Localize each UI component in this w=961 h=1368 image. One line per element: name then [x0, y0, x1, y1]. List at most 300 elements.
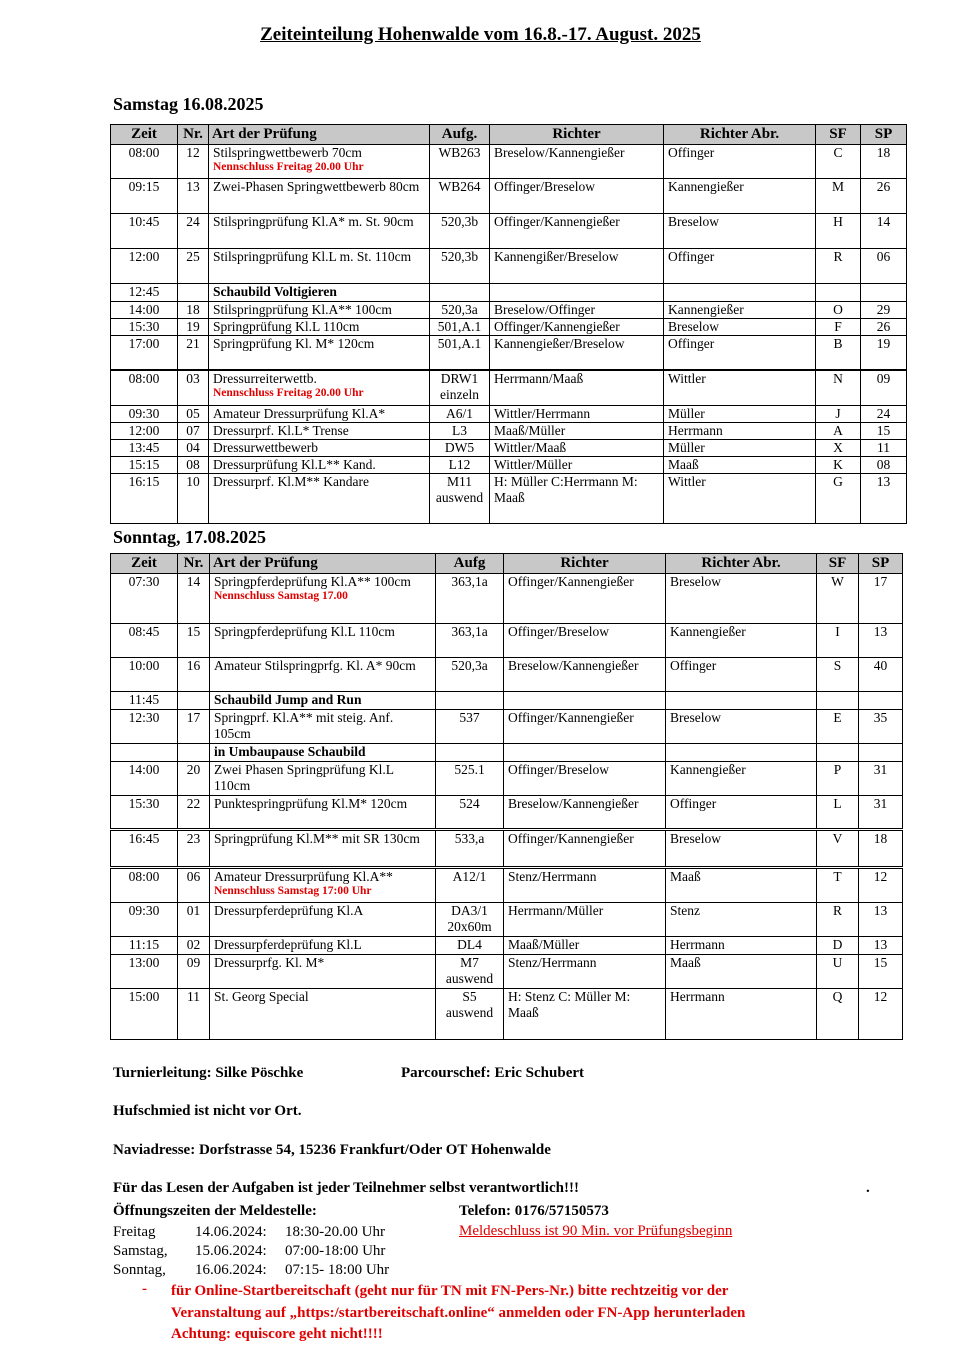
pruefung-name: Dressurprf. Kl.L* Trense: [213, 423, 349, 438]
cell-nr: 12: [178, 145, 209, 179]
table-row: [111, 692, 903, 710]
cell-abr: Kannengießer: [666, 624, 817, 658]
cell-zeit: 07:30: [111, 574, 178, 624]
table-row: [111, 624, 903, 658]
cell-aufg: 537: [436, 710, 504, 744]
cell-art: [210, 624, 436, 658]
cell-art: [210, 658, 436, 692]
cell-aufg: DL4: [436, 937, 504, 955]
cell-sf: R: [816, 249, 861, 284]
cell-nr: 11: [178, 989, 210, 1040]
cell-zeit: 15:00: [111, 989, 178, 1040]
cell-richter: Wittler/Müller: [490, 457, 664, 474]
cell-zeit: 08:00: [111, 868, 178, 903]
cell-sf: W: [817, 574, 859, 624]
cell-art: [210, 830, 436, 868]
column-header: Art der Prüfung: [210, 554, 436, 574]
cell-sp: 15: [859, 955, 903, 989]
cell-richter: Herrmann/Maaß: [490, 370, 664, 406]
cell-sf: V: [817, 830, 859, 868]
cell-abr: Offinger: [666, 796, 817, 830]
cell-art: [209, 179, 430, 214]
cell-nr: 02: [178, 937, 210, 955]
table-row: [111, 423, 907, 440]
sunday-heading: Sonntag, 17.08.2025: [113, 527, 267, 547]
cell-nr: 17: [178, 710, 210, 744]
cell-abr: Herrmann: [666, 937, 817, 955]
hufschmied-note: Hufschmied ist nicht vor Ort.: [113, 1103, 302, 1119]
cell-richter: Offinger/Breselow: [504, 762, 666, 796]
cell-sp: 13: [859, 937, 903, 955]
cell-sf: O: [816, 302, 861, 319]
pruefung-name: Punktespringprüfung Kl.M* 120cm: [214, 796, 408, 811]
cell-aufg: [436, 744, 504, 762]
cell-abr: Kannengießer: [666, 762, 817, 796]
cell-art: [210, 903, 436, 937]
cell-sp: 12: [859, 868, 903, 903]
cell-richter: Offinger/Breselow: [490, 179, 664, 214]
cell-aufg: DA3/1 20x60m: [436, 903, 504, 937]
cell-sf: L: [817, 796, 859, 830]
cell-nr: 20: [178, 762, 210, 796]
opening-hours-row: [113, 1224, 425, 1241]
table-row: [111, 440, 907, 457]
cell-zeit: 12:45: [111, 284, 178, 302]
cell-sf: T: [817, 868, 859, 903]
opening-date: 15.06.2024:: [195, 1243, 267, 1259]
opening-date: 16.06.2024:: [195, 1262, 267, 1278]
cell-sf: F: [816, 319, 861, 336]
cell-art: [209, 284, 430, 302]
cell-richter: Maaß/Müller: [504, 937, 666, 955]
cell-sf: G: [816, 474, 861, 524]
cell-abr: Herrmann: [666, 989, 817, 1040]
cell-aufg: 520,3a: [430, 302, 490, 319]
cell-richter: Herrmann/Müller: [504, 903, 666, 937]
cell-aufg: 363,1a: [436, 624, 504, 658]
parcourschef: Parcourschef: Eric Schubert: [401, 1065, 585, 1081]
column-header: Richter Abr.: [664, 125, 816, 145]
cell-nr: 16: [178, 658, 210, 692]
cell-aufg: 533,a: [436, 830, 504, 868]
cell-sp: 26: [861, 179, 907, 214]
cell-sf: S: [817, 658, 859, 692]
cell-sp: 24: [861, 406, 907, 423]
table-row: [111, 868, 903, 903]
table-row: [111, 370, 907, 406]
cell-richter: Stenz/Herrmann: [504, 868, 666, 903]
column-header: SP: [859, 554, 903, 574]
column-header: Nr.: [178, 554, 210, 574]
cell-aufg: 501,A.1: [430, 336, 490, 370]
cell-richter: Offinger/Kannengießer: [490, 214, 664, 249]
table-row: [111, 937, 903, 955]
pruefung-name: Amateur Dressurprüfung Kl.A**: [214, 869, 393, 884]
cell-sf: H: [816, 214, 861, 249]
cell-abr: Breselow: [664, 319, 816, 336]
table-row: [111, 762, 903, 796]
table-row: [111, 319, 907, 336]
cell-abr: Wittler: [664, 370, 816, 406]
cell-sp: 29: [861, 302, 907, 319]
page-title: Zeiteinteilung Hohenwalde vom 16.8.-17. August. 2025: [260, 24, 701, 45]
pruefung-name: Springpferdeprüfung Kl.A** 100cm: [214, 574, 411, 589]
cell-abr: [664, 284, 816, 302]
nennschluss-note: Nennschluss Freitag 20.00 Uhr: [213, 161, 364, 173]
opening-day: Samstag,: [113, 1243, 168, 1259]
cell-abr: Offinger: [666, 658, 817, 692]
cell-art: [209, 336, 430, 370]
cell-art: [210, 937, 436, 955]
cell-richter: Breselow/Kannengießer: [490, 145, 664, 179]
cell-art: [209, 249, 430, 284]
pruefung-name: Dressurwettbewerb: [213, 440, 318, 455]
cell-art: [210, 744, 436, 762]
turnierleitung: Turnierleitung: Silke Pöschke: [113, 1065, 304, 1081]
cell-abr: Maaß: [666, 955, 817, 989]
cell-zeit: 11:45: [111, 692, 178, 710]
cell-nr: 04: [178, 440, 209, 457]
cell-abr: Herrmann: [664, 423, 816, 440]
cell-richter: [504, 692, 666, 710]
pruefung-name: Zwei Phasen Springprüfung Kl.L 110cm: [214, 762, 394, 793]
nennschluss-note: Nennschluss Samstag 17:00 Uhr: [214, 885, 372, 897]
cell-zeit: 13:00: [111, 955, 178, 989]
cell-abr: Stenz: [666, 903, 817, 937]
cell-art: [209, 370, 430, 406]
opening-date: 14.06.2024:: [195, 1224, 267, 1240]
cell-sp: 18: [859, 830, 903, 868]
cell-zeit: 10:45: [111, 214, 178, 249]
table-row: [111, 796, 903, 830]
cell-richter: Offinger/Kannengießer: [490, 319, 664, 336]
navi-address: Naviadresse: Dorfstrasse 54, 15236 Frankfurt/Oder OT Hohenwalde: [113, 1142, 551, 1158]
cell-art: [210, 989, 436, 1040]
cell-abr: Breselow: [666, 710, 817, 744]
table-row: [111, 830, 903, 868]
cell-zeit: 09:30: [111, 903, 178, 937]
cell-sf: D: [817, 937, 859, 955]
cell-art: [210, 574, 436, 624]
cell-sp: 13: [859, 903, 903, 937]
cell-nr: 10: [178, 474, 209, 524]
cell-sf: R: [817, 903, 859, 937]
cell-abr: Müller: [664, 406, 816, 423]
cell-nr: 01: [178, 903, 210, 937]
cell-richter: Breselow/Offinger: [490, 302, 664, 319]
cell-abr: Wittler: [664, 474, 816, 524]
cell-art: [210, 710, 436, 744]
cell-sf: [817, 744, 859, 762]
cell-nr: 09: [178, 955, 210, 989]
table-row: [111, 903, 903, 937]
cell-sp: 18: [861, 145, 907, 179]
column-header: Richter: [504, 554, 666, 574]
pruefung-name: Springprüfung Kl. M* 120cm: [213, 336, 375, 351]
cell-sf: E: [817, 710, 859, 744]
table-row: [111, 179, 907, 214]
cell-sf: U: [817, 955, 859, 989]
cell-richter: Wittler/Herrmann: [490, 406, 664, 423]
cell-zeit: 12:00: [111, 423, 178, 440]
cell-sp: 08: [861, 457, 907, 474]
cell-sf: [817, 692, 859, 710]
cell-zeit: 16:15: [111, 474, 178, 524]
cell-nr: 24: [178, 214, 209, 249]
cell-nr: 18: [178, 302, 209, 319]
cell-zeit: [111, 744, 178, 762]
table-row: [111, 214, 907, 249]
cell-zeit: 11:15: [111, 937, 178, 955]
cell-sf: C: [816, 145, 861, 179]
cell-richter: H: Müller C:Herrmann M: Maaß: [490, 474, 664, 524]
cell-sp: 17: [859, 574, 903, 624]
cell-nr: 21: [178, 336, 209, 370]
pruefung-name: Stilspringprüfung Kl.A* m. St. 90cm: [213, 214, 414, 229]
cell-aufg: L3: [430, 423, 490, 440]
cell-zeit: 08:00: [111, 145, 178, 179]
column-header: Art der Prüfung: [209, 125, 430, 145]
cell-zeit: 14:00: [111, 302, 178, 319]
cell-abr: Breselow: [666, 830, 817, 868]
cell-aufg: 524: [436, 796, 504, 830]
cell-zeit: 16:45: [111, 830, 178, 868]
cell-abr: Kannengießer: [664, 179, 816, 214]
aufgaben-note: Für das Lesen der Aufgaben ist jeder Teilnehmer selbst verantwortlich!!!: [113, 1180, 579, 1196]
cell-richter: Offinger/Kannengießer: [504, 710, 666, 744]
table-row: [111, 457, 907, 474]
cell-zeit: 10:00: [111, 658, 178, 692]
cell-aufg: DRW1 einzeln: [430, 370, 490, 406]
table-header-row: [111, 125, 907, 145]
opening-hours-title: Öffnungszeiten der Meldestelle:: [113, 1203, 317, 1219]
cell-richter: [490, 284, 664, 302]
pruefung-name: Dressurreiterwettb.: [213, 370, 317, 386]
column-header: Nr.: [178, 125, 209, 145]
pruefung-name: Springprüfung Kl.M** mit SR 130cm: [214, 831, 420, 846]
bullet-line: Achtung: equiscore geht nicht!!!!: [171, 1326, 383, 1342]
pruefung-name: Schaubild Voltigieren: [213, 284, 337, 299]
cell-sp: 35: [859, 710, 903, 744]
opening-time: 07:00-18:00 Uhr: [285, 1243, 386, 1259]
cell-art: [209, 319, 430, 336]
pruefung-name: Amateur Stilspringprfg. Kl. A* 90cm: [214, 658, 416, 673]
cell-sf: Q: [817, 989, 859, 1040]
cell-sf: I: [817, 624, 859, 658]
cell-nr: 15: [178, 624, 210, 658]
cell-aufg: A12/1: [436, 868, 504, 903]
cell-richter: Maaß/Müller: [490, 423, 664, 440]
table-row: [111, 744, 903, 762]
cell-nr: 25: [178, 249, 209, 284]
column-header: Aufg: [436, 554, 504, 574]
cell-nr: 07: [178, 423, 209, 440]
cell-richter: H: Stenz C: Müller M: Maaß: [504, 989, 666, 1040]
cell-aufg: WB263: [430, 145, 490, 179]
cell-richter: Offinger/Kannengießer: [504, 830, 666, 868]
cell-sf: A: [816, 423, 861, 440]
cell-nr: 14: [178, 574, 210, 624]
cell-abr: Breselow: [666, 574, 817, 624]
table-row: [111, 336, 907, 370]
column-header: Richter Abr.: [666, 554, 817, 574]
cell-sp: 14: [861, 214, 907, 249]
cell-abr: Müller: [664, 440, 816, 457]
column-header: Richter: [490, 125, 664, 145]
saturday-heading: Samstag 16.08.2025: [113, 94, 264, 114]
cell-zeit: 17:00: [111, 336, 178, 370]
cell-zeit: 09:30: [111, 406, 178, 423]
pruefung-name: Zwei-Phasen Springwettbewerb 80cm: [213, 179, 420, 194]
table-row: [111, 658, 903, 692]
cell-art: [209, 423, 430, 440]
cell-sp: [861, 284, 907, 302]
cell-aufg: [430, 284, 490, 302]
cell-sf: J: [816, 406, 861, 423]
cell-aufg: [436, 692, 504, 710]
pruefung-name: Dressurprüfung Kl.L** Kand.: [213, 457, 376, 472]
meldeschluss-link[interactable]: Meldeschluss ist 90 Min. vor Prüfungsbeginn: [459, 1223, 733, 1239]
table-row: [111, 955, 903, 989]
cell-richter: Wittler/Maaß: [490, 440, 664, 457]
cell-sp: 26: [861, 319, 907, 336]
cell-nr: 03: [178, 370, 209, 406]
cell-art: [209, 406, 430, 423]
cell-sp: 12: [859, 989, 903, 1040]
column-header: Aufg.: [430, 125, 490, 145]
cell-nr: [178, 744, 210, 762]
opening-day: Sonntag,: [113, 1262, 166, 1278]
cell-zeit: 15:30: [111, 796, 178, 830]
cell-nr: 08: [178, 457, 209, 474]
cell-richter: Stenz/Herrmann: [504, 955, 666, 989]
table-header-row: [111, 554, 903, 574]
cell-sp: 31: [859, 796, 903, 830]
table-row: [111, 249, 907, 284]
cell-art: [209, 457, 430, 474]
cell-art: [210, 692, 436, 710]
opening-hours-row: [113, 1243, 425, 1260]
table-row: [111, 710, 903, 744]
cell-sp: 19: [861, 336, 907, 370]
cell-richter: Kannengißer/Breselow: [490, 249, 664, 284]
cell-nr: [178, 692, 210, 710]
cell-nr: 05: [178, 406, 209, 423]
cell-sp: 13: [859, 624, 903, 658]
opening-time: 18:30-20.00 Uhr: [285, 1224, 385, 1240]
cell-art: [210, 955, 436, 989]
opening-day: Freitag: [113, 1224, 156, 1240]
cell-zeit: 13:45: [111, 440, 178, 457]
cell-abr: Offinger: [664, 336, 816, 370]
table-row: [111, 474, 907, 524]
cell-nr: 19: [178, 319, 209, 336]
cell-aufg: 525.1: [436, 762, 504, 796]
column-header: Zeit: [111, 125, 178, 145]
cell-nr: 22: [178, 796, 210, 830]
cell-sf: [816, 284, 861, 302]
cell-aufg: 520,3a: [436, 658, 504, 692]
table-row: [111, 302, 907, 319]
cell-abr: [666, 692, 817, 710]
cell-zeit: 12:30: [111, 710, 178, 744]
telefon: Telefon: 0176/57150573: [459, 1203, 609, 1219]
cell-aufg: 520,3b: [430, 249, 490, 284]
pruefung-name: Dressurpferdeprüfung Kl.A: [214, 903, 364, 918]
cell-zeit: 09:15: [111, 179, 178, 214]
cell-nr: 23: [178, 830, 210, 868]
cell-abr: Breselow: [664, 214, 816, 249]
saturday-schedule-table: [110, 124, 907, 524]
cell-abr: Maaß: [664, 457, 816, 474]
cell-sf: X: [816, 440, 861, 457]
cell-richter: Breselow/Kannengießer: [504, 796, 666, 830]
pruefung-name: Springprf. Kl.A** mit steig. Anf. 105cm: [214, 710, 394, 741]
sunday-schedule-table: [110, 553, 903, 1040]
cell-abr: Offinger: [664, 249, 816, 284]
table-row: [111, 574, 903, 624]
cell-art: [209, 302, 430, 319]
cell-sf: N: [816, 370, 861, 406]
online-startbereitschaft-note: [171, 1281, 745, 1346]
cell-abr: Offinger: [664, 145, 816, 179]
cell-sp: 31: [859, 762, 903, 796]
cell-richter: Offinger/Breselow: [504, 624, 666, 658]
cell-aufg: M7 auswend: [436, 955, 504, 989]
cell-sf: P: [817, 762, 859, 796]
cell-zeit: 12:00: [111, 249, 178, 284]
cell-abr: [666, 744, 817, 762]
cell-aufg: 363,1a: [436, 574, 504, 624]
cell-aufg: DW5: [430, 440, 490, 457]
cell-zeit: 15:15: [111, 457, 178, 474]
cell-richter: [504, 744, 666, 762]
cell-aufg: A6/1: [430, 406, 490, 423]
cell-aufg: L12: [430, 457, 490, 474]
cell-art: [209, 145, 430, 179]
dot: .: [866, 1180, 870, 1196]
column-header: SF: [817, 554, 859, 574]
cell-zeit: 14:00: [111, 762, 178, 796]
pruefung-name: Dressurprf. Kl.M** Kandare: [213, 474, 369, 489]
cell-zeit: 08:45: [111, 624, 178, 658]
cell-sp: 40: [859, 658, 903, 692]
column-header: SP: [861, 125, 907, 145]
cell-richter: Offinger/Kannengießer: [504, 574, 666, 624]
cell-art: [209, 474, 430, 524]
nennschluss-note: Nennschluss Freitag 20.00 Uhr: [213, 386, 364, 399]
cell-art: [210, 796, 436, 830]
column-header: Zeit: [111, 554, 178, 574]
table-row: [111, 989, 903, 1040]
pruefung-name: Stilspringprüfung Kl.L m. St. 110cm: [213, 249, 412, 264]
pruefung-name: St. Georg Special: [214, 989, 309, 1004]
pruefung-name: Amateur Dressurprüfung Kl.A*: [213, 406, 386, 421]
pruefung-name: Dressurprfg. Kl. M*: [214, 955, 325, 970]
pruefung-name: Springprüfung Kl.L 110cm: [213, 319, 360, 334]
table-row: [111, 284, 907, 302]
cell-sp: 09: [861, 370, 907, 406]
cell-sp: 13: [861, 474, 907, 524]
cell-sp: [859, 692, 903, 710]
cell-nr: 13: [178, 179, 209, 214]
cell-aufg: S5 auswend: [436, 989, 504, 1040]
cell-richter: Breselow/Kannengießer: [504, 658, 666, 692]
pruefung-name: Dressurpferdeprüfung Kl.L: [214, 937, 362, 952]
cell-sp: 06: [861, 249, 907, 284]
pruefung-name: Springpferdeprüfung Kl.L 110cm: [214, 624, 395, 639]
table-row: [111, 406, 907, 423]
